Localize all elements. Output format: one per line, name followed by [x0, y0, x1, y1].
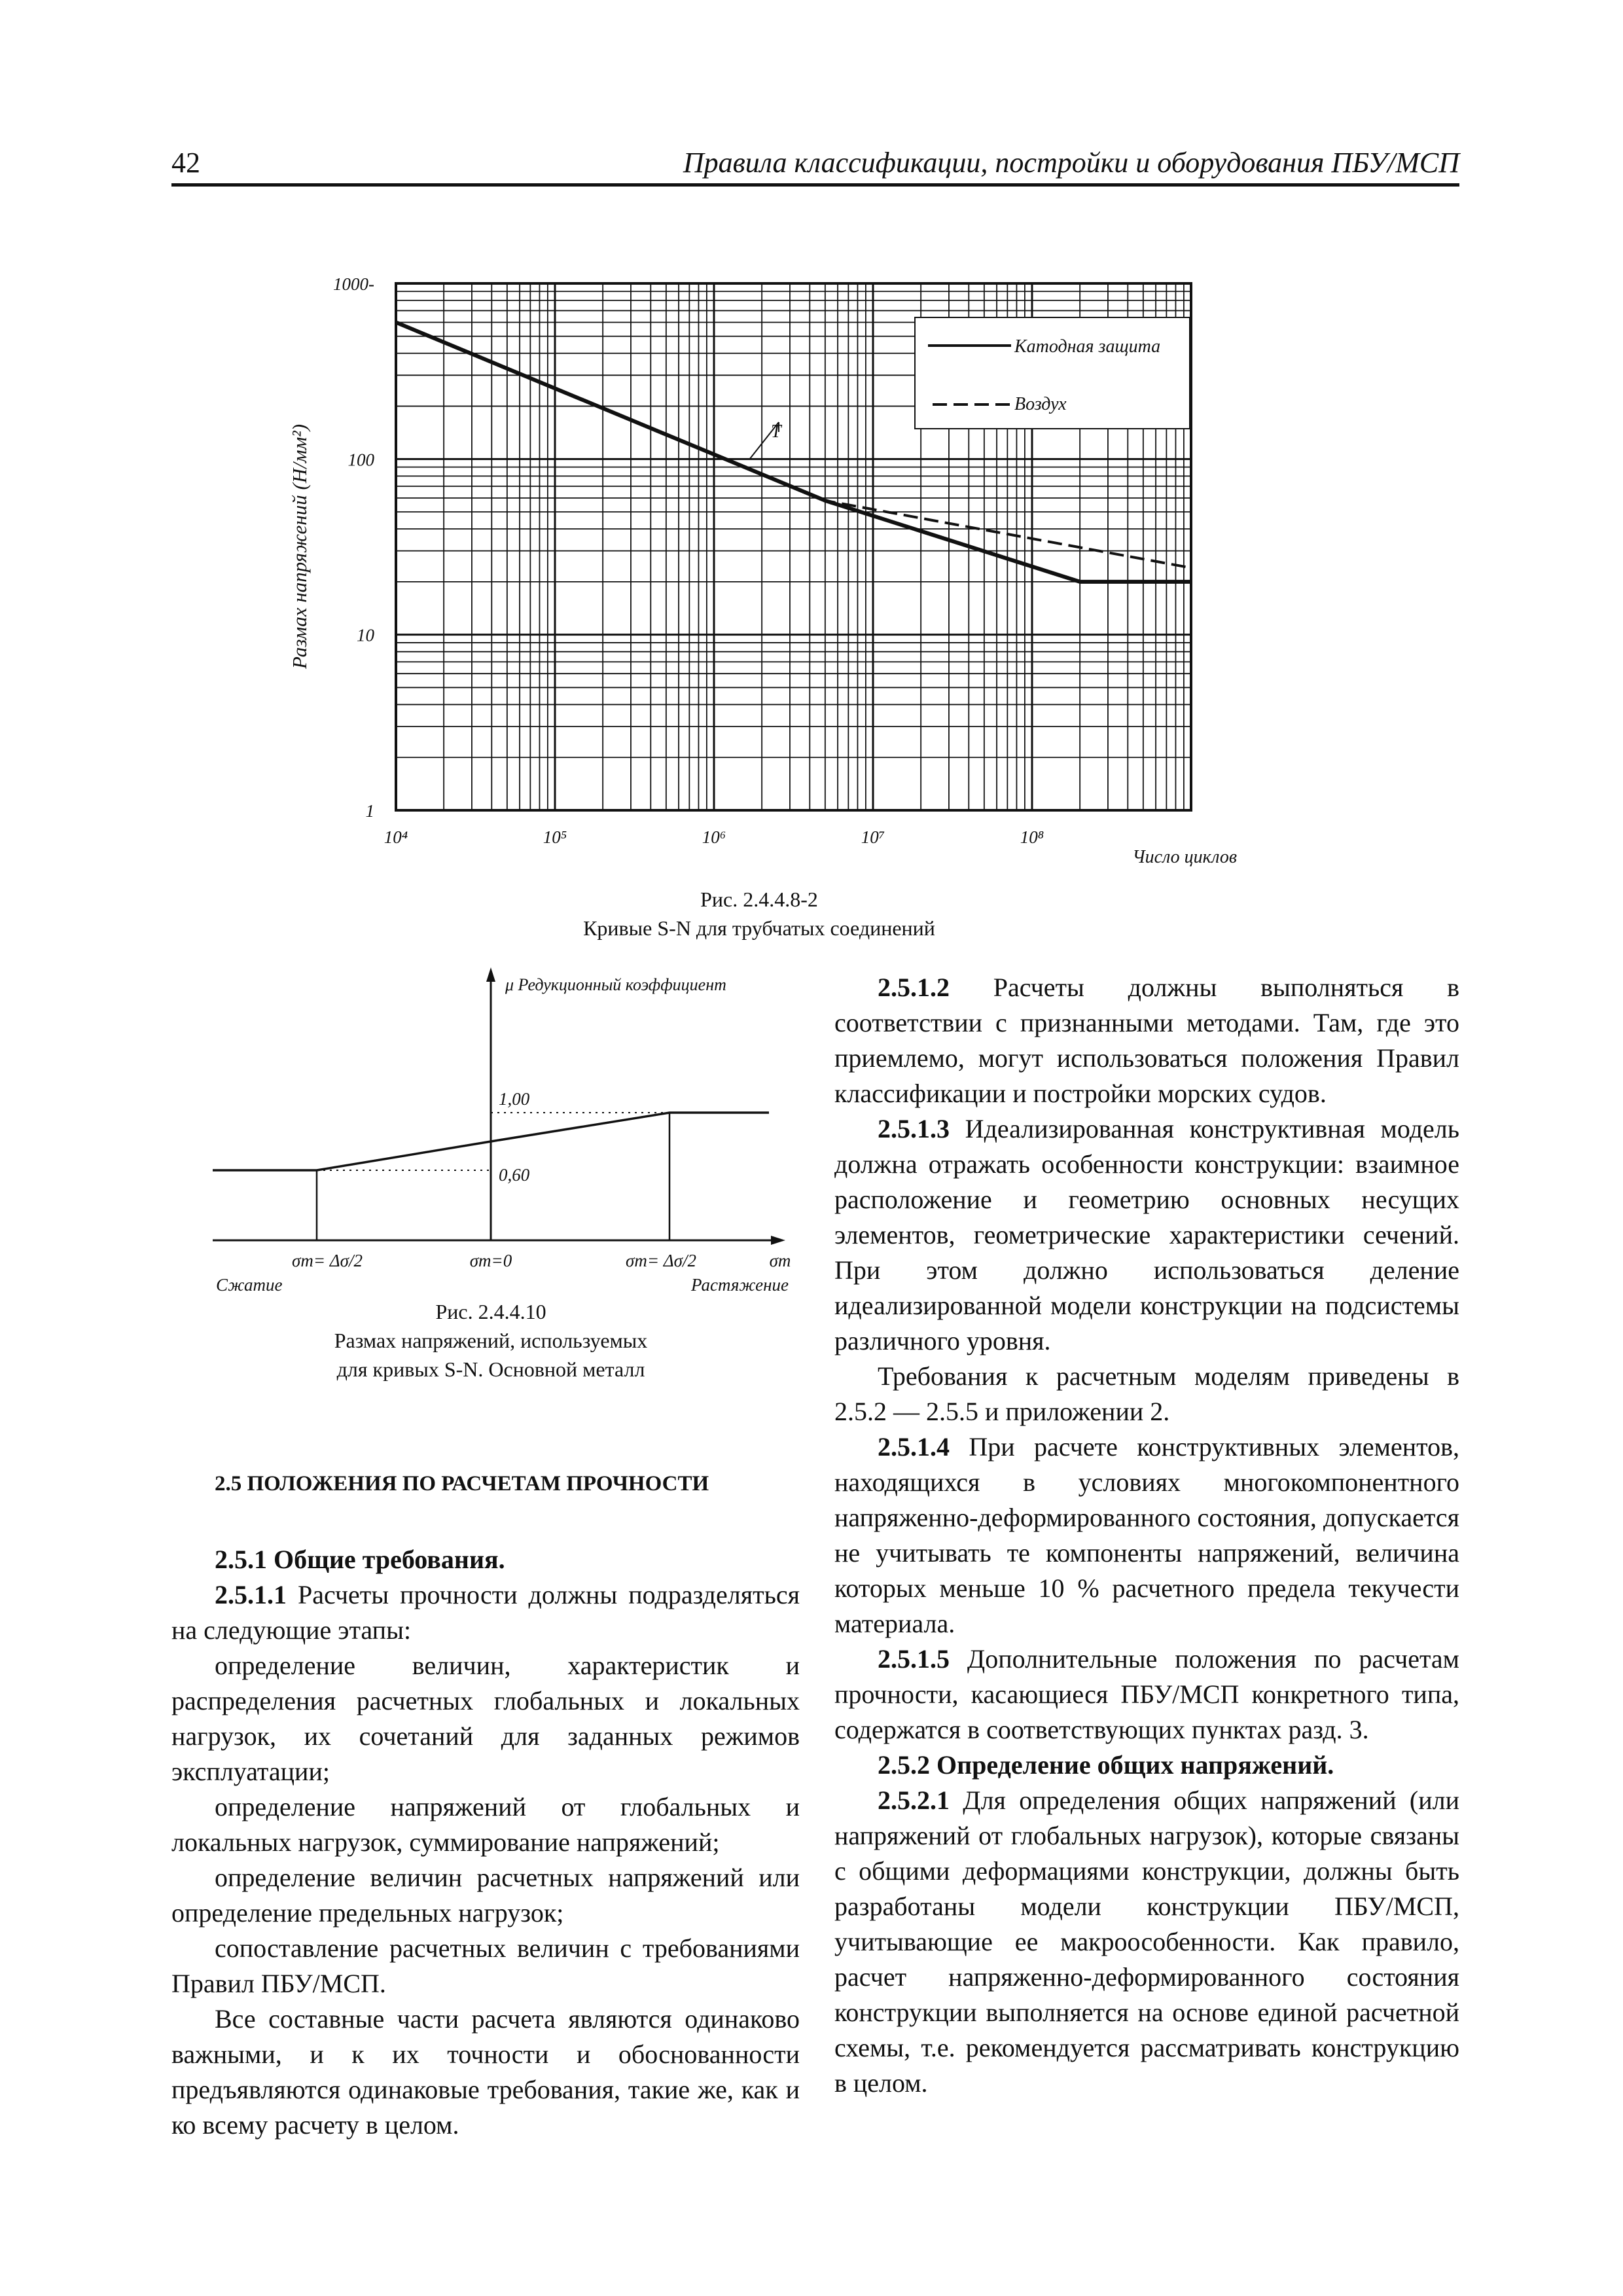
para-2-5-1-1-text: Расчеты прочности должны подразделяться на следующие этапы:: [171, 1580, 800, 1645]
sn-y-tick-label: 1000-: [333, 274, 374, 294]
sn-y-tick-label: 1: [365, 801, 374, 821]
subsection-2-5-2: [834, 1748, 1459, 1783]
sn-x-axis-label: Число циклов: [1132, 847, 1237, 867]
list-item-1: определение величин, характеристик и распределения расчетных глобальных и локальных нагрузок, их сочетаний для заданных режимов эксплуатации;: [171, 1651, 800, 1786]
para-2-5-1-5-num: 2.5.1.5: [878, 1644, 950, 1674]
para-2-5-1-5-text: Дополнительные положения по расчетам прочности, касающиеся ПБУ/МСП конкретного типа, содержатся в соответствующих пунктах разд. 3.: [834, 1644, 1459, 1744]
mu-y-axis-label: μ Редукционный коэффициент: [505, 975, 726, 994]
sn-x-tick-label: 10⁶: [702, 827, 726, 847]
mu-x-tick-zero: σm=0: [469, 1251, 512, 1270]
mu-y-axis-arrow: [486, 967, 495, 982]
para-2-5-1-3-num: 2.5.1.3: [878, 1114, 950, 1143]
figure2-caption-line2: для кривых S-N. Основной металл: [336, 1357, 645, 1381]
figure2-caption-line1: Размах напряжений, используемых: [334, 1329, 648, 1352]
subsection-2-5-1-title: 2.5.1 Общие требования.: [215, 1545, 505, 1574]
para-2-5-1-2-num: 2.5.1.2: [878, 973, 950, 1002]
page-number: 42: [171, 147, 200, 179]
figure1-caption: [497, 885, 1021, 942]
left-column: [171, 1466, 800, 2143]
left-closing-paragraph: Все составные части расчета являются одинаково важными, и к их точности и обоснованности предъявляются одинаковые требования, такие же, как и ко всему расчету в целом.: [171, 2004, 800, 2140]
list-item-3: определение величин расчетных напряжений или определение предельных нагрузок;: [171, 1863, 800, 1928]
figure2-caption: [275, 1297, 707, 1384]
running-title: Правила классификации, постройки и оборудования ПБУ/МСП: [683, 147, 1459, 179]
tension-label: Растяжение: [691, 1275, 789, 1295]
para-2-5-1-4-text: При расчете конструктивных элементов, находящихся в условиях многокомпонентного напряженно-деформированного состояния, допускается не учитывать те компоненты напряжений, величина которых меньше 10 % расчетного предела текучести материала.: [834, 1432, 1459, 1638]
sn-y-tick-label: 100: [348, 450, 374, 470]
list-item-4: сопоставление расчетных величин с требованиями Правил ПБУ/МСП.: [171, 1933, 800, 1998]
t-marker-label: T: [771, 422, 781, 442]
para-2-5-1-3-text: Идеализированная конструктивная модель должна отражать особенности конструкции: взаимное расположение и геометрию основных несущих элементов, геометрические характеристики сечений. При этом должно использоваться деление идеализированной модели конструкции на подсистемы различного уровня.: [834, 1114, 1459, 1355]
para-2-5-2-1: [834, 1783, 1459, 2101]
para-2-5-2-1-text: Для определения общих напряжений (или напряжений от глобальных нагрузок), которые связаны с общими деформациями конструкции, должны быть разработаны модели конструкции ПБУ/МСП, учитывающие ее макроособенности. Как правило, расчет напряженно-деформированного состояния конструкции выполняется на основе единой расчетной схемы, т.е. рекомендуется рассматривать конструкцию в целом.: [834, 1785, 1459, 2098]
para-2-5-1-5: [834, 1641, 1459, 1748]
para-2-5-1-2-text: Расчеты должны выполняться в соответствии с признанными методами. Там, где это приемлемо, могут использоваться положения Правил классификации и постройки морских судов.: [834, 973, 1459, 1108]
figure1-caption-number: Рис. 2.4.4.8-2: [700, 888, 818, 911]
mu-x-tick-right: σm= Δσ/2: [626, 1251, 696, 1270]
compression-label: Сжатие: [216, 1275, 283, 1295]
para-2-5-1-2: [834, 970, 1459, 1111]
sn-x-tick-label: 10⁴: [383, 827, 408, 847]
figure2-caption-number: Рис. 2.4.4.10: [435, 1300, 546, 1323]
mu-x-axis-label: σm: [769, 1251, 791, 1270]
sn-x-tick-label: 10⁸: [1020, 827, 1044, 847]
para-2-5-1-1-num: 2.5.1.1: [215, 1580, 287, 1609]
para-2-5-1-4-num: 2.5.1.4: [878, 1432, 950, 1462]
models-reference-paragraph: Требования к расчетным моделям приведены в 2.5.2 — 2.5.5 и приложении 2.: [834, 1361, 1459, 1426]
subsection-2-5-2-title: 2.5.2 Определение общих напряжений.: [878, 1750, 1334, 1780]
right-column: [834, 970, 1459, 2101]
figure1-caption-text: Кривые S-N для трубчатых соединений: [583, 916, 935, 940]
mu-x-tick-left: σm= Δσ/2: [292, 1251, 363, 1270]
legend-cathodic-label: Катодная защита: [1014, 336, 1161, 357]
mu-tick-100: 1,00: [499, 1089, 530, 1109]
subsection-2-5-1: [171, 1542, 800, 1577]
sn-curves-chart: [262, 262, 1257, 870]
reduction-coefficient-chart: [196, 956, 812, 1322]
sn-y-tick-label: 10: [357, 625, 374, 645]
section-title: 2.5 ПОЛОЖЕНИЯ ПО РАСЧЕТАМ ПРОЧНОСТИ: [215, 1472, 709, 1496]
page-header: [171, 143, 1459, 187]
legend-air-label: Воздух: [1014, 394, 1067, 414]
list-item-2: определение напряжений от глобальных и локальных нагрузок, суммирование напряжений;: [171, 1792, 800, 1857]
para-2-5-2-1-num: 2.5.2.1: [878, 1785, 950, 1815]
para-2-5-1-3: [834, 1111, 1459, 1359]
mu-x-axis-arrow: [771, 1236, 785, 1245]
para-2-5-1-4: [834, 1429, 1459, 1641]
mu-tick-060: 0,60: [499, 1165, 530, 1185]
sn-y-axis-label: Размах напряжений (Н/мм²): [288, 423, 311, 670]
sn-x-tick-label: 10⁵: [543, 827, 567, 847]
para-2-5-1-1: [171, 1577, 800, 1648]
sn-x-tick-label: 10⁷: [861, 827, 885, 847]
